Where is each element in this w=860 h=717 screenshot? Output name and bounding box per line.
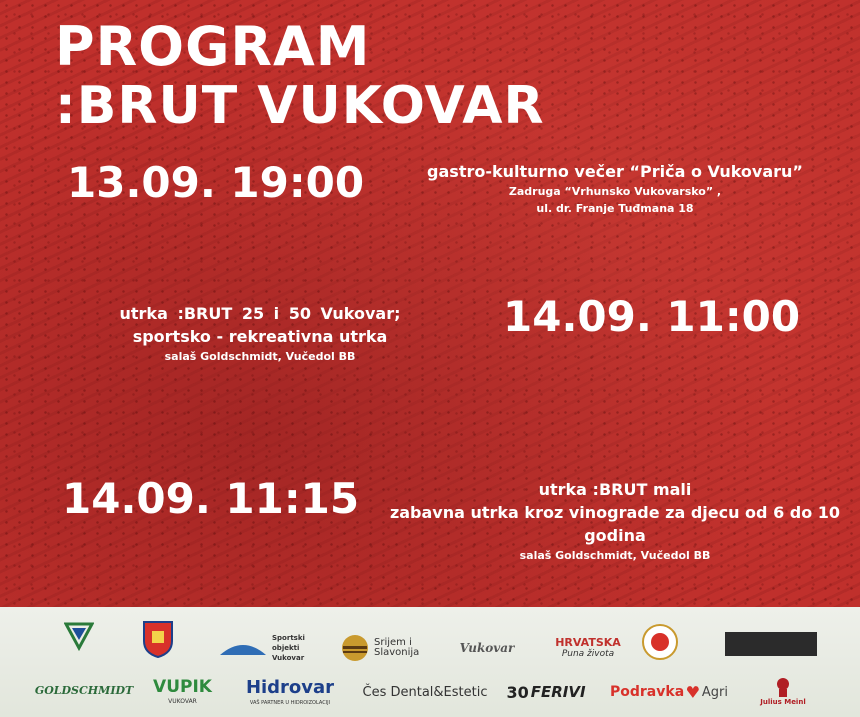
vupik-logo <box>145 677 220 707</box>
ferivi-logo <box>505 677 587 707</box>
event-3-datetime: 14.09. 11:15 <box>62 474 360 523</box>
event-1-venue-line-1: Zadruga “Vrhunsko Vukovarsko” , <box>508 185 722 198</box>
hidrovar-sub-text: VAŠ PARTNER U HIDROIZOLACIJI <box>249 699 331 706</box>
vukovar-coat-of-arms-logo <box>140 619 176 659</box>
srijem-slavonija-text: Srijem i Slavonija <box>374 637 420 658</box>
ces-dental-text: Čes Dental&Estetic <box>362 684 488 700</box>
hidrovar-text: Hidrovar <box>245 676 335 698</box>
event-3-name-line-3: godina <box>584 526 646 545</box>
round-seal-logo <box>640 622 680 662</box>
hrvatska-tourism-logo <box>555 627 621 667</box>
triathlon-club-logo <box>62 619 96 655</box>
event-2-name-line-1: utrka :BRUT 25 i 50 Vukovar; <box>119 304 401 323</box>
goldschmidt-text: GOLDSCHMIDT <box>34 683 134 697</box>
hidrovar-logo <box>238 677 342 707</box>
hrvatska-text: HRVATSKA <box>555 635 621 649</box>
ces-dental-logo <box>360 681 490 703</box>
event-3-venue: salaš Goldschmidt, Vučedol BB <box>519 549 711 562</box>
podravka-text: Podravka <box>610 684 685 700</box>
vukovar-script-text: Vukovar <box>459 641 515 655</box>
event-3-name-line-1: utrka :BRUT mali <box>538 480 692 499</box>
sponsor-bar <box>0 607 860 717</box>
julius-meinl-text: Julius Meinl <box>760 698 806 706</box>
title-line-2: :BRUT VUKOVAR <box>55 76 545 136</box>
vukovar-script-logo <box>448 637 526 659</box>
vupik-text: VUPIK <box>153 677 212 697</box>
sportski-objekti-logo <box>218 634 330 662</box>
event-3-name-line-2: zabavna utrka kroz vinograde za djecu od 6 do 10 <box>389 503 841 522</box>
event-2-details <box>90 302 430 365</box>
julius-meinl-logo <box>752 671 814 711</box>
event-3-details <box>375 478 855 564</box>
event-2-name-line-2: sportsko - rekreativna utrka <box>132 327 388 346</box>
dark-brand-logo <box>725 632 817 656</box>
agri-text: Agri <box>701 684 728 700</box>
sportski-objekti-text: Sportski objekti Vukovar <box>272 634 305 662</box>
event-1-datetime: 13.09. 19:00 <box>67 158 365 207</box>
event-1-details <box>415 160 815 217</box>
vupik-sub-text: VUKOVAR <box>168 698 197 705</box>
srijem-slavonija-logo <box>340 631 440 665</box>
event-1-name: gastro-kulturno večer “Priča o Vukovaru” <box>427 162 803 181</box>
goldschmidt-logo <box>34 679 134 701</box>
event-2-venue: salaš Goldschmidt, Vučedol BB <box>164 350 356 363</box>
ferivi-text: FERIVI <box>530 683 586 701</box>
puna-zivota-text: Puna života <box>561 648 615 659</box>
event-1-venue-line-2: ul. dr. Franje Tuđmana 18 <box>536 202 694 215</box>
ferivi-number-text: 30 <box>506 682 529 702</box>
event-2-datetime: 14.09. 11:00 <box>503 292 801 341</box>
title-line-1: PROGRAM <box>55 15 371 78</box>
podravka-agri-logo <box>610 679 728 705</box>
